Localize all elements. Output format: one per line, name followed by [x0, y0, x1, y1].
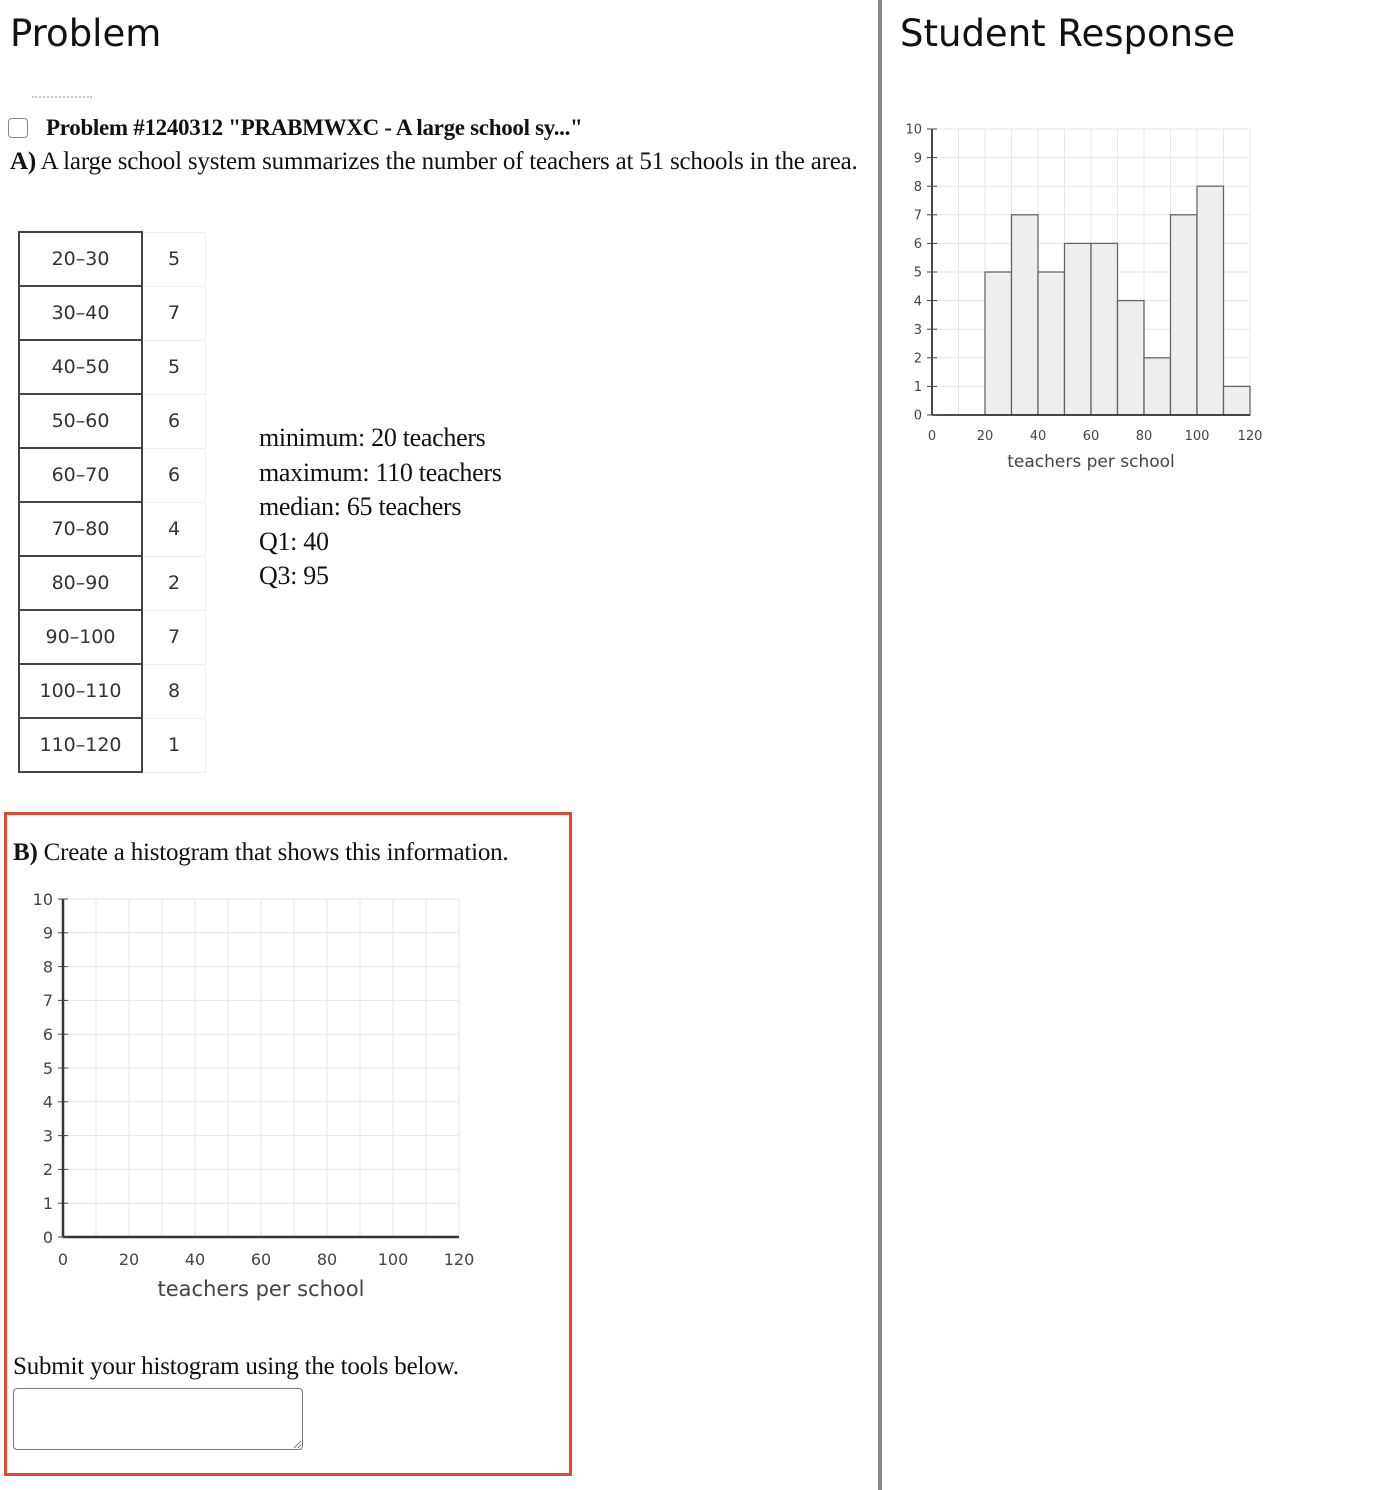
count-cell: 7	[142, 286, 206, 340]
range-cell: 60–70	[19, 448, 142, 502]
student-histogram-chart	[900, 112, 1280, 482]
y-tick-label: 4	[913, 294, 922, 310]
frequency-row	[19, 556, 206, 610]
histogram-bar	[1038, 272, 1065, 415]
count-cell: 4	[142, 502, 206, 556]
histogram-bar	[1091, 243, 1118, 415]
x-tick-label: 120	[443, 1250, 475, 1269]
x-tick-label: 20	[976, 429, 994, 444]
y-tick-label: 2	[913, 351, 922, 367]
histogram-bar	[1118, 301, 1145, 415]
x-tick-label: 80	[316, 1250, 338, 1269]
x-tick-label: 20	[118, 1250, 140, 1269]
range-cell: 80–90	[19, 556, 142, 610]
count-cell: 6	[142, 448, 206, 502]
range-cell: 100–110	[19, 664, 142, 718]
frequency-row	[19, 718, 206, 772]
frequency-row	[19, 448, 206, 502]
x-tick-label: 40	[184, 1250, 206, 1269]
x-tick-label: 60	[250, 1250, 272, 1269]
x-tick-label: 60	[1082, 429, 1100, 444]
problem-select-checkbox[interactable]	[8, 118, 28, 138]
stat-q1: Q1: 40	[259, 526, 329, 556]
count-cell: 6	[142, 394, 206, 448]
y-tick-label: 5	[913, 265, 922, 281]
x-tick-label: 40	[1029, 429, 1047, 444]
frequency-table	[18, 231, 206, 773]
y-tick-label: 10	[32, 889, 53, 909]
x-tick-label: 80	[1135, 429, 1153, 444]
histogram-bar	[1065, 243, 1092, 415]
count-cell: 2	[142, 556, 206, 610]
student-response-panel	[882, 0, 1380, 1490]
panel-title-student-response: Student Response	[900, 12, 1236, 55]
histogram-bar	[985, 272, 1012, 415]
frequency-row	[19, 664, 206, 718]
count-cell: 5	[142, 232, 206, 286]
range-cell: 70–80	[19, 502, 142, 556]
part-a-prompt	[10, 148, 858, 176]
x-tick-label: 0	[57, 1250, 69, 1269]
y-tick-label: 9	[913, 151, 922, 167]
frequency-row	[19, 610, 206, 664]
count-cell: 5	[142, 340, 206, 394]
problem-title: Problem #1240312 "PRABMWXC - A large school sy..."	[46, 115, 583, 140]
part-b-prompt	[13, 839, 508, 867]
part-b-label: B)	[13, 839, 38, 866]
count-cell: 8	[142, 664, 206, 718]
y-tick-label: 2	[42, 1160, 53, 1180]
y-tick-label: 8	[42, 957, 53, 977]
frequency-row	[19, 286, 206, 340]
y-tick-label: 8	[913, 179, 922, 195]
frequency-row	[19, 502, 206, 556]
y-tick-label: 6	[42, 1024, 53, 1044]
x-tick-label: 120	[1237, 429, 1263, 444]
count-cell: 1	[142, 718, 206, 772]
stat-minimum: minimum: 20 teachers	[259, 423, 486, 452]
frequency-row	[19, 394, 206, 448]
y-tick-label: 5	[42, 1058, 53, 1078]
histogram-bar	[1144, 358, 1171, 415]
histogram-bar	[1171, 215, 1198, 415]
frequency-row	[19, 340, 206, 394]
x-tick-label: 100	[1184, 429, 1210, 444]
part-b-box	[4, 812, 572, 1476]
submit-instructions: Submit your histogram using the tools below.	[13, 1353, 459, 1380]
x-axis-label: teachers per school	[1007, 452, 1175, 472]
y-tick-label: 0	[913, 408, 922, 424]
histogram-bar	[1197, 186, 1224, 415]
range-cell: 50–60	[19, 394, 142, 448]
summary-statistics	[259, 421, 502, 594]
y-tick-label: 6	[913, 237, 922, 253]
y-tick-label: 4	[42, 1092, 53, 1112]
y-tick-label: 0	[42, 1227, 53, 1247]
range-cell: 110–120	[19, 718, 142, 772]
problem-header	[8, 115, 583, 141]
y-tick-label: 7	[42, 991, 53, 1011]
y-tick-label: 7	[913, 208, 922, 224]
y-tick-label: 3	[42, 1126, 53, 1146]
divider-dots	[32, 96, 92, 98]
panel-title-problem: Problem	[10, 12, 162, 55]
x-axis-label: teachers per school	[157, 1277, 365, 1301]
stat-median: median: 65 teachers	[259, 492, 462, 521]
count-cell: 7	[142, 610, 206, 664]
stat-maximum: maximum: 110 teachers	[259, 457, 502, 487]
y-tick-label: 9	[42, 923, 53, 943]
part-b-text: Create a histogram that shows this information.	[37, 839, 509, 866]
histogram-bar	[1012, 215, 1039, 415]
answer-textarea[interactable]	[13, 1388, 303, 1450]
range-cell: 90–100	[19, 610, 142, 664]
y-tick-label: 1	[913, 380, 922, 396]
range-cell: 40–50	[19, 340, 142, 394]
blank-histogram-chart	[7, 873, 497, 1313]
frequency-row	[19, 232, 206, 286]
range-cell: 20–30	[19, 232, 142, 286]
x-tick-label: 100	[377, 1250, 409, 1269]
x-tick-label: 0	[927, 429, 937, 444]
y-tick-label: 10	[905, 122, 922, 138]
stat-q3: Q3: 95	[259, 561, 329, 590]
y-tick-label: 1	[42, 1193, 53, 1213]
range-cell: 30–40	[19, 286, 142, 340]
part-a-label: A)	[10, 148, 36, 175]
part-a-text: A large school system summarizes the number of teachers at 51 schools in the area.	[35, 148, 858, 175]
histogram-bar	[1224, 386, 1251, 415]
y-tick-label: 3	[913, 322, 922, 338]
